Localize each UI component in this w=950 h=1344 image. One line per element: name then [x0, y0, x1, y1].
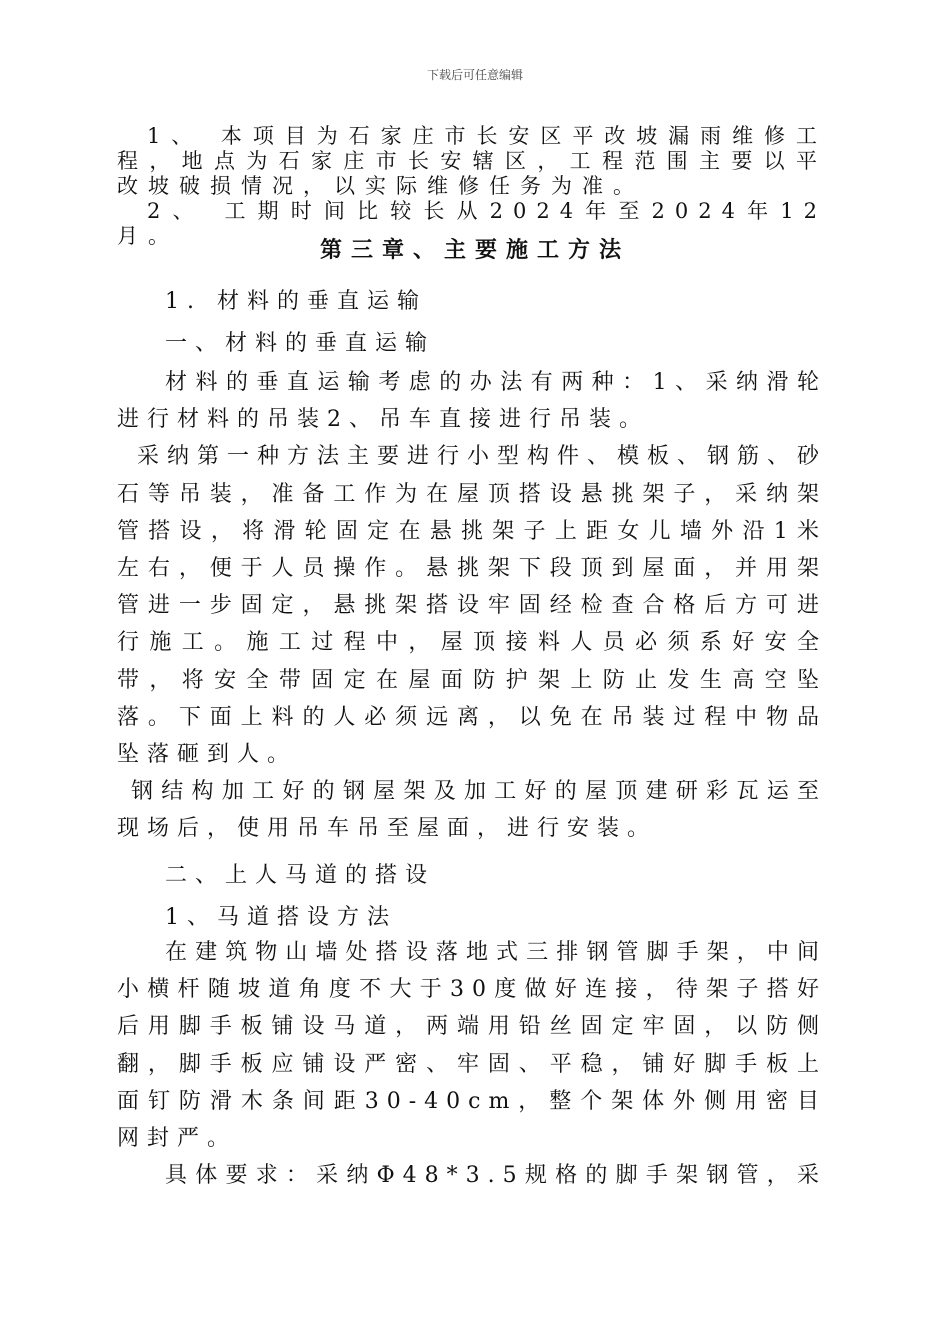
section-1-title: 1. 材料的垂直运输 [165, 289, 427, 314]
intro-block [117, 124, 827, 249]
intro-item-2: 2、 工期时间比较长从2024年至2024年12月。 [117, 199, 827, 248]
paragraph-5: 具体要求：采纳Φ48*3.5规格的脚手架钢管，采 [165, 1163, 827, 1189]
paragraph-1: 材料的垂直运输考虑的办法有两种：1、采纳滑轮进行材料的吊装2、吊车直接进行吊装。 [117, 370, 827, 433]
section-1-subtitle: 一、材料的垂直运输 [165, 331, 436, 356]
paragraph-4: 在建筑物山墙处搭设落地式三排钢管脚手架，中间小横杆随坡道角度不大于30度做好连接，待架子搭好后用脚手板铺设马道，两端用铅丝固定牢固，以防侧翻，脚手板应铺设严密、牢固、平稳，铺好脚手板上面钉防滑木条间距30-40cm，整个架体外侧用密目网封严。 [117, 940, 827, 1152]
paragraph-2: 采纳第一种方法主要进行小型构件、模板、钢筋、砂石等吊装，准备工作为在屋顶搭设悬挑架子，采纳架管搭设，将滑轮固定在悬挑架子上距女儿墙外沿1米左右，便于人员操作。悬挑架下段顶到屋面，并用架管进一步固定，悬挑架搭设牢固经检查合格后方可进行施工。施工过程中，屋顶接料人员必须系好安全带，将安全带固定在屋面防护架上防止发生高空坠落。下面上料的人必须远离，以免在吊装过程中物品坠落砸到人。 [117, 444, 828, 768]
paragraph-3: 钢结构加工好的钢屋架及加工好的屋顶建研彩瓦运至现场后，使用吊车吊至屋面，进行安装。 [117, 779, 827, 842]
body-block-2 [117, 934, 827, 1194]
body-block-1 [117, 364, 827, 848]
intro-item-1: 1、 本项目为石家庄市长安区平改坡漏雨维修工程，地点为石家庄市长安辖区，工程范围主要以平改坡破损情况，以实际维修任务为准。 [117, 124, 827, 198]
chapter-title: 第三章、主要施工方法 [319, 238, 630, 263]
page-header: 下载后可任意编辑 [426, 68, 523, 82]
section-2-item: 1、马道搭设方法 [165, 905, 397, 930]
section-2-subtitle: 二、上人马道的搭设 [165, 863, 436, 888]
